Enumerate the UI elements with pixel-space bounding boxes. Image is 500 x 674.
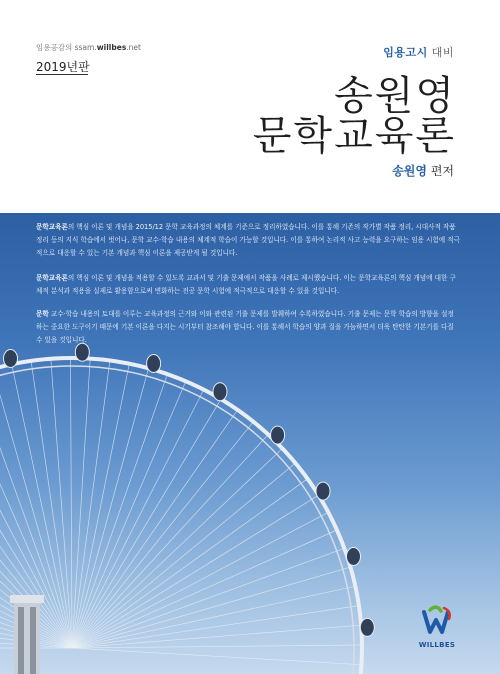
description-paragraph-3 <box>36 308 460 347</box>
description-text-2: 의 핵심 이론 및 개념을 적용할 수 있도록 교과서 및 기출 문제에서 작품을 사례로 제시했습니다. 이는 문학교육론의 핵심 개념에 대한 구체적 분석과 적용을 실제로 활용함으로써 변화하는 전공 문학 시험에 적극적으로 대응할 수 있을 것입니다. <box>36 274 456 295</box>
edition-label: 2019년판 <box>36 60 90 74</box>
willbes-logo-text: WILLBES <box>418 641 456 649</box>
wheel-spoke <box>72 648 362 665</box>
cover-title-area <box>0 0 500 213</box>
wheel-spoke <box>72 567 351 648</box>
series-tail: 대비 <box>427 46 454 59</box>
wheel-capsule <box>316 482 330 500</box>
wheel-spoke <box>72 410 238 648</box>
description-keyword-1: 문학교육론 <box>36 223 68 231</box>
publisher-url: 임용공감의 ssam.willbes.net <box>36 43 141 52</box>
description-paragraph-2 <box>36 272 460 298</box>
series-highlight: 임용고시 <box>383 46 428 59</box>
description-text-1: 의 핵심 이론 및 개념을 2015/12 문학 교육과정의 체계를 기준으로 정리하였습니다. 이를 통해 기존의 작가별 작품 정리, 시대사적 작품 정리 등의 지식 학습에서 벗어나, 문학 교수·학습 내용의 체계적 학습이 가능할 것입니다. 이를 통하여 논리적 사고 능력을 요구하는 임용 시험에 적극적으로 대응할 수 있는 기본 개념과 핵심 이론을 제공받게 될 것입니다. <box>36 223 461 257</box>
description-text-3: 교수·학습 내용의 토대를 이루는 교육과정의 근거와 이와 관련된 기출 문제를 발췌하여 수록하였습니다. 기출 문제는 문학 학습의 방향을 설정하는 중요한 도구이기 때문에 기본 이론을 다지는 시기부터 참조해야 합니다. 이를 통해서 학습의 양과 질을 가늠하면서 더욱 탄탄한 기본기를 다질 수 있을 것입니다. <box>36 310 454 344</box>
wheel-spokes <box>0 358 362 665</box>
author-credit <box>392 162 454 179</box>
wheel-capsule <box>271 426 285 444</box>
wheel-spoke <box>72 361 110 649</box>
wheel-spoke <box>72 645 362 648</box>
wheel-spoke <box>51 359 72 648</box>
book-title-line-2: 문학교육론 <box>252 113 456 159</box>
wheel-spoke <box>72 448 282 648</box>
wheel-spoke <box>72 399 221 648</box>
book-title-line-1: 송원영 <box>334 73 456 119</box>
wheel-capsule <box>213 383 227 401</box>
author-name: 송원영 <box>392 164 427 178</box>
author-role: 편저 <box>427 164 454 178</box>
wheel-spoke <box>72 390 204 648</box>
wheel-spoke <box>71 358 73 648</box>
wheel-tower <box>10 595 44 674</box>
series-label <box>383 44 454 60</box>
wheel-capsule <box>347 548 361 566</box>
wheel-spoke <box>72 512 328 648</box>
wheel-capsule <box>147 355 161 373</box>
description-keyword-2: 문학교육론 <box>36 274 68 282</box>
description-paragraph-1 <box>36 221 460 260</box>
wheel-capsule <box>4 350 18 368</box>
description-keyword-3: 문학 <box>36 310 49 318</box>
wheel-spoke <box>72 381 186 648</box>
edition-divider <box>36 74 88 75</box>
wheel-capsule <box>360 618 374 636</box>
